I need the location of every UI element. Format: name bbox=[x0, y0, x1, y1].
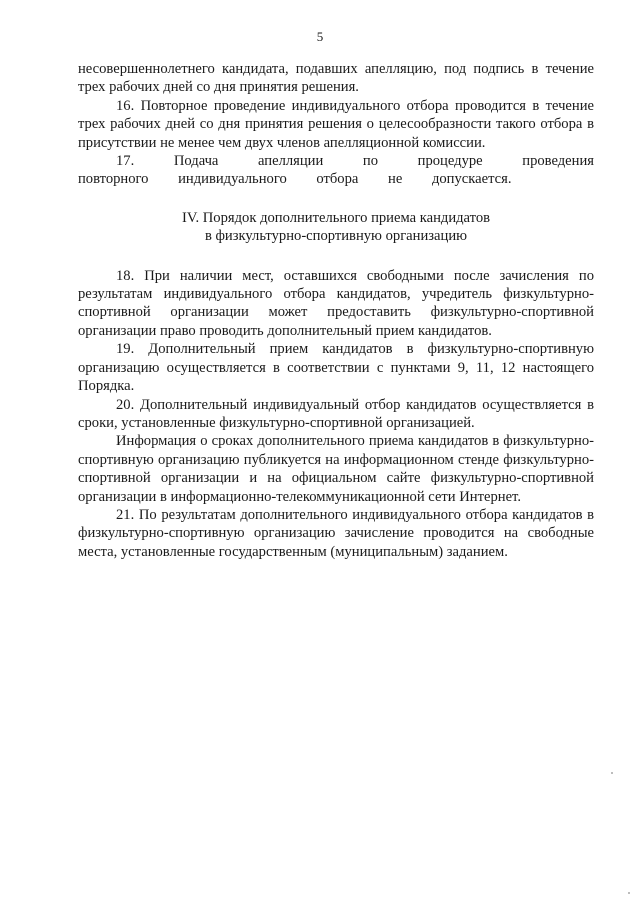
section-heading-line-2: в физкультурно-спортивную организацию bbox=[204, 228, 468, 245]
section-heading-line-1: IV. Порядок дополнительного приема кандидатов bbox=[181, 209, 491, 226]
paragraph-19: 19. Дополнительный прием кандидатов в физкультурно-спортивную организацию осуществляется в соответствии с пунктами 9, 11, 12 настоящего Порядка. bbox=[78, 341, 594, 395]
paragraph-21: 21. По результатам дополнительного индивидуального отбора кандидатов в физкультурно-спортивную организацию зачисление проводится на свободные места, установленные государственным (муниципальным) заданием. bbox=[78, 506, 594, 560]
section-heading bbox=[78, 209, 594, 246]
paragraph-continuation: несовершеннолетнего кандидата, подавших апелляцию, под подпись в течение трех рабочих дней со дня принятия решения. bbox=[78, 61, 594, 96]
scan-speck bbox=[611, 772, 613, 774]
paragraph-18: 18. При наличии мест, оставшихся свободными после зачисления по результатам индивидуального отбора кандидатов, учредитель физкультурно-спортивной организации может предоставить физкультурно-спортивной организации право проводить дополнительный прием кандидатов. bbox=[78, 267, 594, 339]
paragraph-information: Информация о сроках дополнительного приема кандидатов в физкультурно-спортивную организацию публикуется на информационном стенде физкультурно-спортивной организации и на официальном сайте физкультурно-спортивной организации в информационно-телекоммуникационной сети Интернет. bbox=[78, 433, 594, 505]
paragraph-17: 17. Подача апелляции по процедуре проведения повторного индивидуального отбора не допускается. bbox=[78, 153, 594, 188]
scan-speck bbox=[628, 892, 630, 894]
page-number: 5 bbox=[316, 29, 324, 44]
document-body bbox=[78, 60, 594, 561]
paragraph-16: 16. Повторное проведение индивидуального отбора проводится в течение трех рабочих дней со дня принятия решения о целесообразности такого отбора в присутствии не менее чем двух членов апелляционной комиссии. bbox=[78, 97, 594, 151]
paragraph-20: 20. Дополнительный индивидуальный отбор кандидатов осуществляется в сроки, установленные физкультурно-спортивной организацией. bbox=[78, 396, 594, 431]
